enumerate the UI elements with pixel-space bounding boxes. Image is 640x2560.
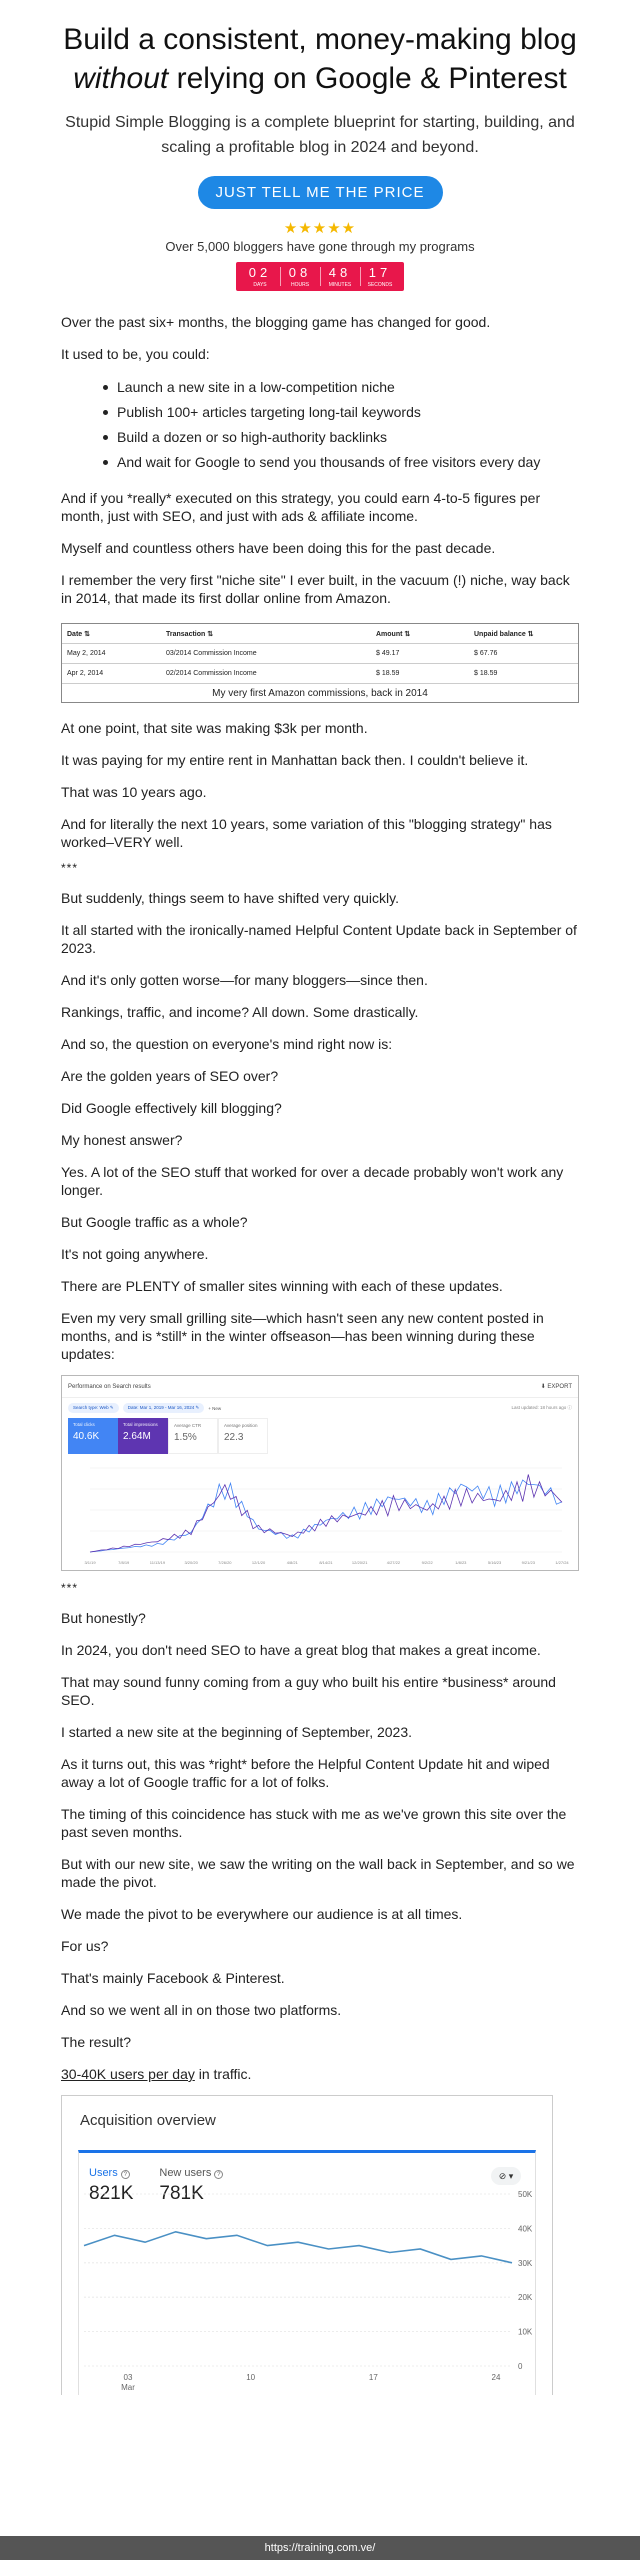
timer-days: 02 DAYS [248,265,272,288]
x-tick-label: 10 [246,2373,256,2382]
y-tick-label: 20K [518,2293,533,2303]
x-tick-label: 12/1/20 [251,1560,266,1565]
x-tick-label: 7/26/20 [218,1560,232,1565]
paragraph: Myself and countless others have been doing this for the past decade. [61,540,496,556]
hero-section [0,0,640,291]
x-tick-label: 17 [368,2373,378,2382]
help-icon: ? [214,2170,223,2179]
y-tick-label: 30K [518,2258,533,2268]
paragraph: In 2024, you don't need SEO to have a great blog that makes a great income. [61,1642,541,1658]
x-tick-label: 24 [491,2373,501,2382]
list-item: Launch a new site in a low-competition niche [61,375,579,400]
traffic-link[interactable]: 30-40K users per day [61,2066,195,2082]
title-line-1: Build a consistent, money-making blog [63,23,577,56]
timer-minutes: 48 MINUTES [320,264,360,289]
paragraph: Did Google effectively kill blogging? [61,1100,282,1116]
average-ctr-card[interactable]: Average CTR 1.5% [168,1418,218,1454]
paragraph: The timing of this coincidence has stuck with me as we've grown this site over the past seven months. [61,1806,567,1840]
paragraph: Yes. A lot of the SEO stuff that worked for over a decade probably won't work any longer. [61,1164,564,1198]
paragraph: And so we went all in on those two platforms. [61,2002,342,2018]
list-item: Publish 100+ articles targeting long-tail keywords [61,400,579,425]
table-caption: My very first Amazon commissions, back in 2014 [212,688,428,699]
last-updated: Last updated: 18 hours ago ⓘ [511,1405,572,1410]
x-tick-label: 11/13/19 [149,1560,166,1565]
total-impressions-card[interactable]: Total impressions 2.64M [118,1418,168,1454]
average-position-card[interactable]: Average position 22.3 [218,1418,268,1454]
paragraph: For us? [61,1938,109,1954]
column-header[interactable]: Date ⇅ [67,630,90,638]
series-line-impressions [90,1475,562,1553]
paragraph: There are PLENTY of smaller sites winning with each of these updates. [61,1278,503,1294]
paragraph: I remember the very first "niche site" I ever built, in the vacuum (!) niche, way back in 2014, that made its first dollar online from Amazon. [61,572,570,606]
search-console-screenshot [61,1375,579,1571]
x-tick-sublabel: Mar [121,2383,135,2392]
x-tick-label: 9/21/23 [521,1560,535,1565]
table-header [62,624,578,644]
export-button[interactable]: ⬇ EXPORT [540,1384,572,1390]
paragraph: And if you *really* executed on this strategy, you could earn 4-to-5 figures per month, just with SEO, and just with ads & affiliate income. [61,490,541,524]
x-tick-label: 4/8/21 [286,1560,298,1565]
x-tick-label: 4/27/22 [386,1560,401,1565]
y-tick-label: 40K [518,2224,533,2234]
paragraph: My honest answer? [61,1132,183,1148]
column-header[interactable]: Amount ⇅ [376,630,411,638]
users-series-line [84,2232,512,2263]
paragraph: It all started with the ironically-named Helpful Content Update back in September of 2023. [61,922,577,956]
table-row: Apr 2, 2014 02/2014 Commission Income $ 18.59 $ 18.59 [62,664,578,684]
paragraph: But honestly? [61,1610,146,1626]
column-header[interactable]: Transaction ⇅ [166,630,214,638]
paragraph: We made the pivot to be everywhere our audience is at all times. [61,1906,463,1922]
check-status-icon[interactable]: ⊘ ▾ [491,2167,521,2185]
paragraph: And it's only gotten worse—for many bloggers—since then. [61,972,428,988]
new-users-metric[interactable]: New users ? 781K [159,2167,223,2205]
x-tick-label: 5/16/23 [487,1560,502,1565]
ga-title: Acquisition overview [80,2112,216,2129]
date-chip[interactable]: Date: Mar 1, 2019 - Mar 16, 2024 ✎ [123,1403,205,1413]
x-tick-label: 3/1/19 [84,1560,96,1565]
gsc-filters [62,1398,578,1418]
amazon-commissions-table [61,623,579,703]
paragraph: That may sound funny coming from a guy who built his entire *business* around SEO. [61,1674,556,1708]
strategy-list [61,375,579,475]
y-tick-label: 10K [518,2327,533,2337]
x-tick-label: 7/8/19 [118,1560,130,1565]
paragraph: It's not going anywhere. [61,1246,209,1262]
paragraph: Rankings, traffic, and income? All down. Some drastically. [61,1004,419,1020]
footer-url[interactable]: https://training.com.ve/ [0,2536,640,2560]
x-tick-label: 1/8/23 [455,1560,467,1565]
bloggers-count: Over 5,000 bloggers have gone through my programs [165,239,475,254]
x-tick-label: 03 [123,2373,133,2382]
x-tick-label: 9/2/22 [421,1560,433,1565]
gsc-header [62,1376,578,1398]
series-line-clicks [90,1480,562,1552]
paragraph: 30-40K users per day in traffic. [61,2066,252,2082]
paragraph: But with our new site, we saw the writing on the wall back in September, and so we made the pivot. [61,1856,575,1890]
gsc-performance-chart [68,1460,572,1568]
y-tick-label: 50K [518,2190,533,2199]
paragraph: That was 10 years ago. [61,784,207,800]
paragraph: And for literally the next 10 years, some variation of this "blogging strategy" has worked–VERY well. [61,816,552,850]
table-row: May 2, 2014 03/2014 Commission Income $ 49.17 $ 67.76 [62,644,578,664]
column-header[interactable]: Unpaid balance ⇅ [474,630,534,638]
paragraph: That's mainly Facebook & Pinterest. [61,1970,285,1986]
analytics-screenshot [61,2095,553,2395]
list-item: And wait for Google to send you thousands of free visitors every day [61,450,579,475]
new-filter-button[interactable]: + New [208,1405,222,1411]
paragraph: But suddenly, things seem to have shifted very quickly. [61,890,399,906]
y-tick-label: 0 [518,2362,523,2371]
price-cta-button[interactable]: JUST TELL ME THE PRICE [198,176,443,209]
search-type-chip[interactable]: Search type: Web ✎ [68,1403,119,1413]
timer-hours: 08 HOURS [280,264,320,289]
countdown-timer [236,262,404,291]
timer-seconds: 17 SECONDS [360,264,400,289]
users-line-chart [70,2188,540,2396]
paragraph: And so, the question on everyone's mind right now is: [61,1036,393,1052]
total-clicks-card[interactable]: Total clicks 40.6K [68,1418,118,1454]
paragraph: Even my very small grilling site—which hasn't seen any new content posted in months, and is *still* in the winter offseason—has been winning during these updates: [61,1310,544,1362]
x-tick-label: 12/20/21 [351,1560,368,1565]
article-body [0,313,640,2395]
gsc-title: Performance on Search results [68,1383,151,1390]
hero-subtitle: Stupid Simple Blogging is a complete blueprint for starting, building, and scaling a profitable blog in 2024 and beyond. [65,114,575,156]
users-metric[interactable]: Users ? 821K [89,2167,134,2204]
title-italic: without [73,62,169,95]
paragraph: It was paying for my entire rent in Manhattan back then. I couldn't believe it. [61,752,529,768]
paragraph: The result? [61,2034,132,2050]
paragraph: Are the golden years of SEO over? [61,1068,279,1084]
page-title [40,20,600,98]
paragraph: It used to be, you could: [61,346,210,362]
title-line-2: relying on Google & Pinterest [168,62,567,95]
gsc-metric-cards [62,1418,578,1454]
paragraph: I started a new site at the beginning of September, 2023. [61,1724,413,1740]
separator: *** [61,1581,79,1595]
paragraph: Over the past six+ months, the blogging game has changed for good. [61,314,491,330]
x-tick-label: 8/14/21 [319,1560,333,1565]
rating-stars-icon: ★★★★★ [283,220,357,237]
list-item: Build a dozen or so high-authority backlinks [61,425,579,450]
paragraph: As it turns out, this was *right* before the Helpful Content Update hit and wiped away a lot of Google traffic for a lot of folks. [61,1756,550,1790]
x-tick-label: 1/27/24 [555,1560,569,1565]
paragraph: But Google traffic as a whole? [61,1214,248,1230]
paragraph: At one point, that site was making $3k per month. [61,720,368,736]
x-tick-label: 3/20/20 [184,1560,198,1565]
separator: *** [61,861,79,875]
help-icon: ? [121,2170,130,2179]
